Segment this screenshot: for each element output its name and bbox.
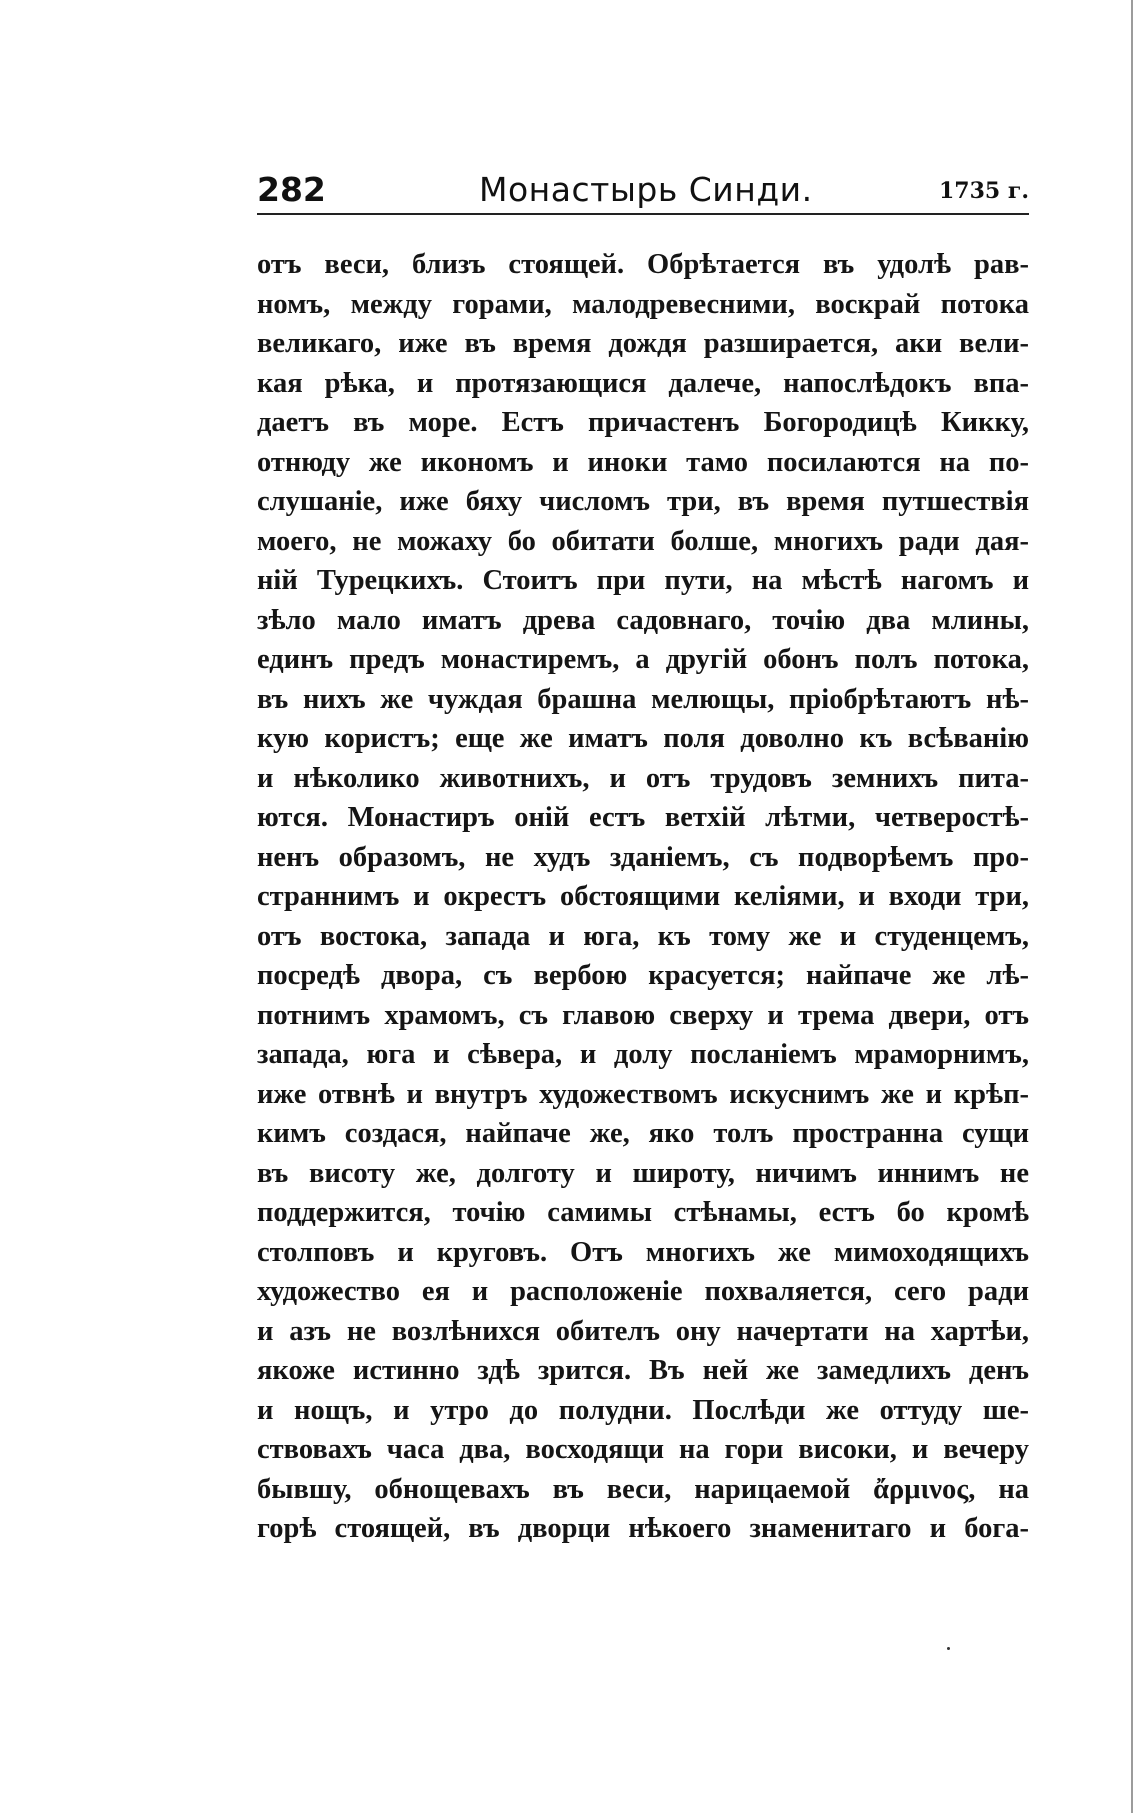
running-title: Монастырь Синди. [479,170,813,209]
text-line: и азъ не возлѣнихся обителъ ону начертати на хартѣи, [257,1315,1029,1347]
text-line: якоже истинно здѣ зрится. Въ ней же замедлихъ денъ [257,1355,1029,1386]
text-line: кимъ создася, найпаче же, яко толъ пространна сущи [257,1118,1029,1149]
header-rule [257,213,1029,215]
print-speck [947,1647,950,1650]
text-line: моего, не можаху бо обитати болше, многихъ ради дая- [257,525,1029,557]
year-marker: 1735 г. [938,178,1029,204]
text-line: ненъ образомъ, не худъ зданіемъ, съ подворѣемъ про- [257,841,1029,873]
text-line: ются. Монастиръ оній естъ ветхій лѣтми, четверостѣ- [257,802,1029,833]
text-line: поддержится, точію самимы стѣнамы, естъ бо кромѣ [257,1197,1029,1228]
body-text [257,245,1029,1549]
text-line: въ висоту же, долготу и широту, ничимъ иннимъ не [257,1157,1029,1189]
page-number: 282 [257,170,326,209]
text-line: горѣ стоящей, въ дворци нѣкоего знаменитаго и бога- [257,1513,1029,1544]
text-line: единъ предъ монастиремъ, а другій обонъ полъ потока, [257,644,1029,675]
text-line: отъ веси, близъ стоящей. Обрѣтается въ удолѣ рав- [257,249,1029,280]
text-line: даетъ въ море. Естъ причастенъ Богородицѣ Кикку, [257,407,1029,438]
text-line: иже отвнѣ и внутръ художествомъ искуснимъ же и крѣп- [257,1078,1029,1110]
text-line: въ нихъ же чуждая брашна мелющы, пріобрѣтаютъ нѣ- [257,683,1029,715]
text-line: ствовахъ часа два, восходящи на гори високи, и вечеру [257,1434,1029,1465]
text-line: запада, юга и сѣвера, и долу посланіемъ мраморнимъ, [257,1039,1029,1070]
text-line: зѣло мало иматъ древа садовнаго, точію два млины, [257,604,1029,636]
text-line: ній Турецкихъ. Стоитъ при пути, на мѣстѣ нагомъ и [257,565,1029,596]
text-line: отнюду же икономъ и иноки тамо посилаются на по- [257,446,1029,478]
page-edge-line [1131,0,1133,1813]
text-line: художество ея и расположеніе похваляется, сего ради [257,1276,1029,1307]
text-line: слушаніе, иже бяху числомъ три, въ время путшествія [257,486,1029,517]
text-line: отъ востока, запада и юга, къ тому же и студенцемъ, [257,920,1029,952]
text-line: бывшу, обнощевахъ въ веси, нарицаемой ἄρμινος, на [257,1473,1029,1505]
running-header [257,168,1029,214]
text-line: страннимъ и окрестъ обстоящими келіями, и входи три, [257,881,1029,912]
text-line: посредѣ двора, съ вербою красуется; найпаче же лѣ- [257,960,1029,991]
text-line: столповъ и круговъ. Отъ многихъ же мимоходящихъ [257,1236,1029,1268]
text-line: кая рѣка, и протязающися далече, напослѣдокъ впа- [257,367,1029,399]
text-line: великаго, иже въ время дождя разширается, аки вели- [257,328,1029,359]
text-line: и нѣколико животнихъ, и отъ трудовъ земнихъ пита- [257,762,1029,794]
text-line: кую користъ; еще же иматъ поля доволно къ всѣванію [257,723,1029,754]
text-line: потнимъ храмомъ, съ главою сверху и трема двери, отъ [257,999,1029,1031]
text-line: и нощъ, и утро до полудни. Послѣди же оттуду ше- [257,1394,1029,1426]
text-line: номъ, между горами, малодревесними, воскрай потока [257,288,1029,320]
